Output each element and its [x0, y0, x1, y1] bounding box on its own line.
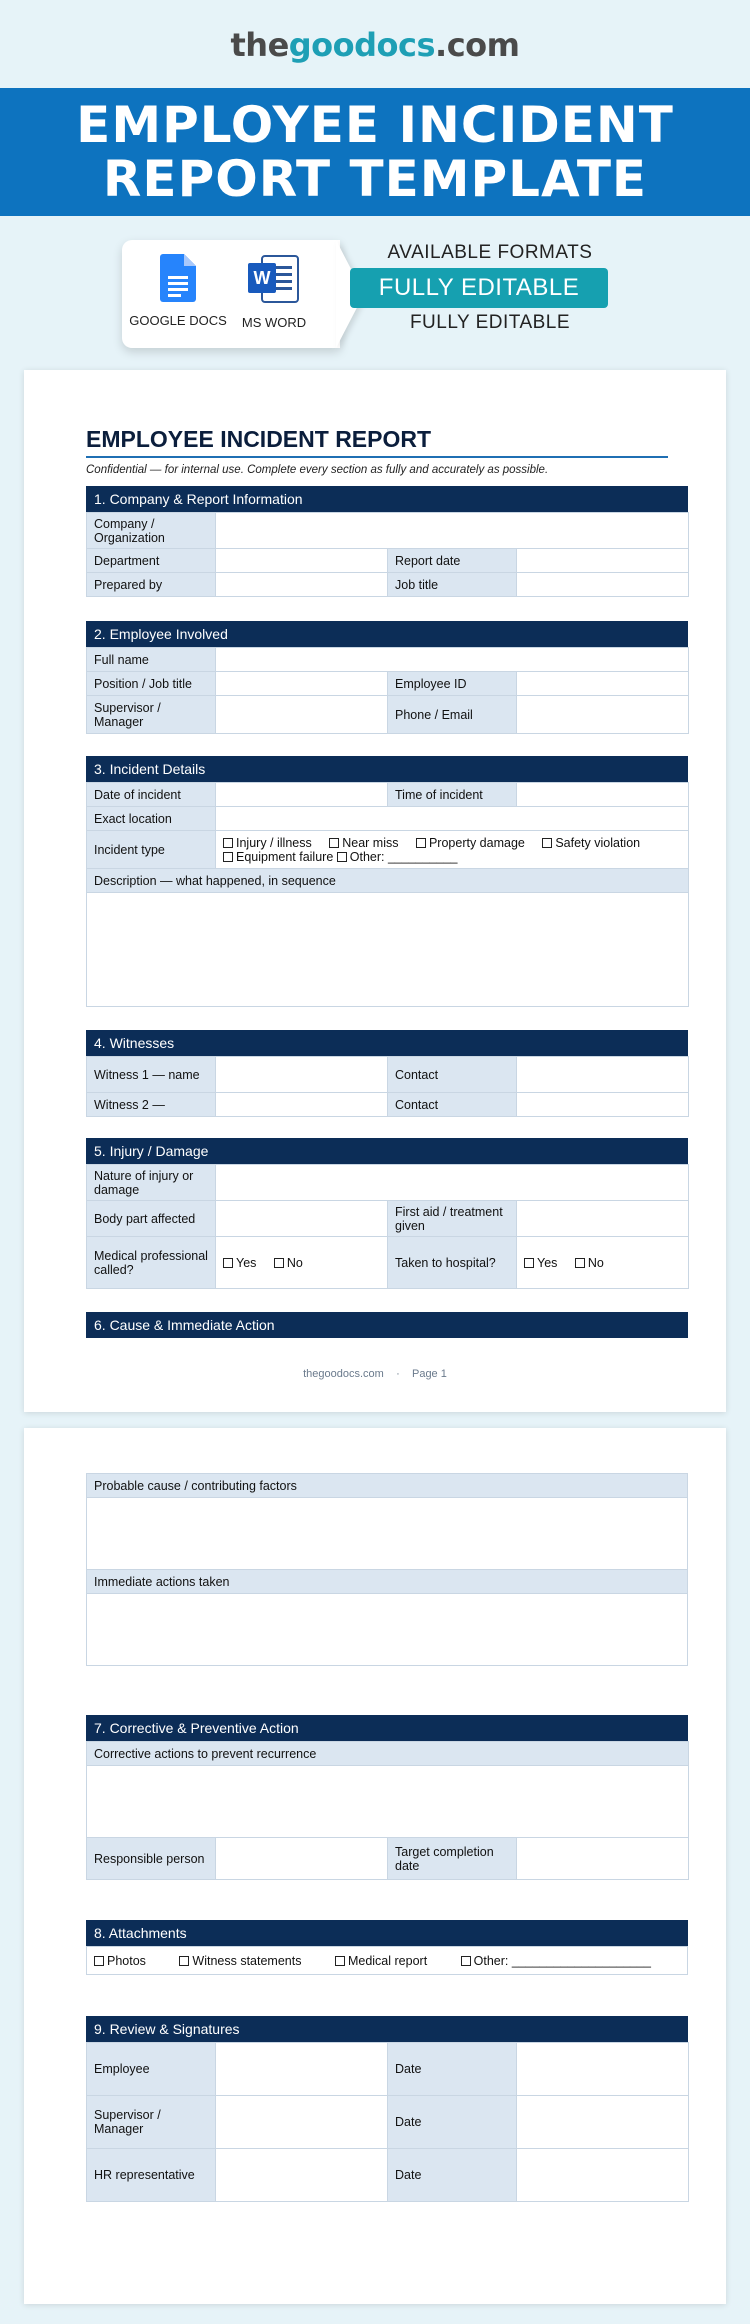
option-equipment-failure[interactable] [223, 850, 333, 864]
title-banner [0, 88, 750, 216]
attach-witness-statements[interactable] [179, 1954, 301, 1968]
company-label: Company / Organization [87, 513, 216, 549]
location-field[interactable] [216, 807, 689, 831]
injury-damage-table [86, 1164, 689, 1289]
first-aid-label: First aid / treatment given [388, 1201, 517, 1237]
page-footer [24, 1368, 726, 1380]
option-label: Near miss [342, 835, 399, 850]
signatures-table [86, 2042, 689, 2202]
banner-line-2: REPORT TEMPLATE [102, 150, 648, 208]
section-heading: 4. Witnesses [86, 1030, 688, 1056]
option-label: Medical report [347, 1953, 428, 1968]
witness-1-field[interactable] [216, 1057, 388, 1093]
incident-details-table [86, 782, 689, 1007]
attachment-options [87, 1947, 688, 1975]
full-name-field[interactable] [216, 648, 689, 672]
section-attachments [86, 1920, 688, 1975]
employee-date-field[interactable] [517, 2043, 689, 2096]
section-heading: 9. Review & Signatures [86, 2016, 688, 2042]
section-heading: 5. Injury / Damage [86, 1138, 688, 1164]
checkbox[interactable] [179, 1956, 189, 1966]
witness-1-contact-field[interactable] [517, 1057, 689, 1093]
option-near-miss[interactable] [329, 836, 398, 850]
checkbox[interactable] [223, 852, 233, 862]
section-review-signatures [86, 2016, 688, 2202]
body-part-label: Body part affected [87, 1201, 216, 1237]
supervisor-label: Supervisor / Manager [87, 696, 216, 734]
cause-action-table [86, 1473, 688, 1666]
footer-site: thegoodocs.com [303, 1368, 384, 1380]
attach-other[interactable] [461, 1954, 651, 1968]
checkbox[interactable] [461, 1956, 471, 1966]
incident-date-label: Date of incident [87, 783, 216, 807]
brand-logo [0, 26, 750, 64]
section-heading: 6. Cause & Immediate Action [86, 1312, 688, 1338]
google-docs-icon [160, 254, 196, 302]
body-part-field[interactable] [216, 1201, 388, 1237]
description-field[interactable] [87, 893, 689, 1007]
hospital-label: Taken to hospital? [388, 1237, 517, 1289]
section-cause-action-continued [86, 1473, 688, 1666]
option-label: Other: ____________________ [473, 1953, 651, 1968]
available-formats-label: AVAILABLE FORMATS [387, 242, 593, 263]
option-safety-violation[interactable] [542, 836, 640, 850]
location-label: Exact location [87, 807, 216, 831]
employee-id-field[interactable] [517, 672, 689, 696]
corrective-field[interactable] [87, 1766, 689, 1838]
supervisor-signature-field[interactable] [216, 2096, 388, 2149]
medical-label: Medical professional called? [87, 1237, 216, 1289]
employee-id-label: Employee ID [388, 672, 517, 696]
banner-line-1: EMPLOYEE INCIDENT [76, 96, 674, 154]
witness-2-contact-label: Contact [388, 1093, 517, 1117]
target-date-field[interactable] [517, 1838, 689, 1880]
brand-part-goodocs: goodocs [288, 26, 436, 64]
option-label: Witness statements [192, 1953, 302, 1968]
hospital-yes[interactable] [524, 1256, 557, 1270]
responsible-person-label: Responsible person [87, 1838, 216, 1880]
section-company-info [86, 486, 688, 597]
option-label: Equipment failure [236, 849, 334, 864]
probable-cause-label: Probable cause / contributing factors [87, 1474, 688, 1498]
department-field[interactable] [216, 549, 388, 573]
medical-yes[interactable] [223, 1256, 256, 1270]
company-info-table [86, 512, 689, 597]
attach-photos[interactable] [94, 1954, 146, 1968]
medical-no[interactable] [274, 1256, 303, 1270]
hr-signature-label: HR representative [87, 2149, 216, 2202]
section-heading: 1. Company & Report Information [86, 486, 688, 512]
checkbox[interactable] [337, 852, 347, 862]
checkbox[interactable] [416, 838, 426, 848]
checkbox[interactable] [223, 838, 233, 848]
nature-field[interactable] [216, 1165, 689, 1201]
phone-email-label: Phone / Email [388, 696, 517, 734]
checkbox[interactable] [329, 838, 339, 848]
option-other[interactable] [337, 850, 458, 864]
incident-time-field[interactable] [517, 783, 689, 807]
option-label: Other: __________ [349, 849, 458, 864]
section-corrective-action [86, 1715, 688, 1880]
incident-type-options [216, 831, 689, 869]
department-label: Department [87, 549, 216, 573]
employee-signature-label: Employee [87, 2043, 216, 2096]
report-date-field[interactable] [517, 549, 689, 573]
hospital-no[interactable] [575, 1256, 604, 1270]
option-label: Photos [107, 1953, 146, 1968]
checkbox[interactable] [94, 1956, 104, 1966]
section-employee [86, 621, 688, 734]
option-label: No [587, 1255, 604, 1270]
option-label: Safety violation [555, 835, 641, 850]
incident-date-field[interactable] [216, 783, 388, 807]
option-label: Yes [236, 1255, 257, 1270]
google-docs-label: GOOGLE DOCS [129, 313, 227, 328]
employee-signature-field[interactable] [216, 2043, 388, 2096]
checkbox[interactable] [575, 1258, 585, 1268]
immediate-actions-field[interactable] [87, 1594, 688, 1666]
title-underline [86, 456, 668, 458]
checkbox[interactable] [524, 1258, 534, 1268]
company-field[interactable] [216, 513, 689, 549]
checkbox[interactable] [542, 838, 552, 848]
immediate-actions-label: Immediate actions taken [87, 1570, 688, 1594]
footer-page-number: Page 1 [411, 1368, 447, 1380]
witnesses-table [86, 1056, 689, 1117]
description-label: Description — what happened, in sequence [87, 869, 689, 893]
supervisor-signature-label: Supervisor / Manager [87, 2096, 216, 2149]
ms-word-format[interactable] [224, 254, 324, 330]
ms-word-icon [248, 254, 300, 304]
witness-2-contact-field[interactable] [517, 1093, 689, 1117]
document-page-2 [24, 1428, 726, 2304]
witness-2-field[interactable] [216, 1093, 388, 1117]
corrective-label: Corrective actions to prevent recurrence [87, 1742, 689, 1766]
footer-separator: · [396, 1368, 400, 1380]
report-date-label: Report date [388, 549, 517, 573]
fully-editable-label: FULLY EDITABLE [409, 312, 571, 333]
option-label: Yes [537, 1255, 558, 1270]
option-label: Property damage [428, 835, 525, 850]
attachments-table [86, 1946, 688, 1975]
section-heading: 3. Incident Details [86, 756, 688, 782]
attach-medical-report[interactable] [335, 1954, 427, 1968]
job-title-field[interactable] [517, 573, 689, 597]
responsible-person-field[interactable] [216, 1838, 388, 1880]
probable-cause-field[interactable] [87, 1498, 688, 1570]
prepared-by-label: Prepared by [87, 573, 216, 597]
employee-table [86, 647, 689, 734]
incident-time-label: Time of incident [388, 783, 517, 807]
ms-word-label: MS WORD [241, 315, 307, 330]
checkbox[interactable] [223, 1258, 233, 1268]
incident-type-label: Incident type [87, 831, 216, 869]
hospital-options [517, 1237, 689, 1289]
supervisor-date-field[interactable] [517, 2096, 689, 2149]
brand-part-com: .com [435, 26, 520, 64]
target-date-label: Target completion date [388, 1838, 517, 1880]
document-page-1 [24, 370, 726, 1412]
option-injury[interactable] [223, 836, 312, 850]
witness-1-label: Witness 1 — name [87, 1057, 216, 1093]
employee-date-label: Date [388, 2043, 517, 2096]
section-witnesses [86, 1030, 688, 1117]
job-title-label: Job title [388, 573, 517, 597]
section-injury-damage [86, 1138, 688, 1289]
brand-part-the: the [230, 26, 289, 64]
corrective-action-table [86, 1741, 689, 1880]
position-field[interactable] [216, 672, 388, 696]
medical-options [216, 1237, 388, 1289]
section-incident-details [86, 756, 688, 1007]
witness-1-contact-label: Contact [388, 1057, 517, 1093]
supervisor-field[interactable] [216, 696, 388, 734]
section-cause-action [86, 1312, 688, 1338]
section-heading: 2. Employee Involved [86, 621, 688, 647]
option-label: Injury / illness [236, 835, 312, 850]
formats-card [122, 240, 340, 348]
hr-date-label: Date [388, 2149, 517, 2202]
option-label: No [286, 1255, 303, 1270]
google-docs-format[interactable] [128, 254, 228, 328]
svg-text:W: W [253, 268, 271, 288]
document-subtitle: Confidential — for internal use. Complete every section as fully and accurately as possible. [86, 464, 549, 476]
full-name-label: Full name [87, 648, 216, 672]
hr-date-field[interactable] [517, 2149, 689, 2202]
section-heading: 8. Attachments [86, 1920, 688, 1946]
prepared-by-field[interactable] [216, 573, 388, 597]
witness-2-label: Witness 2 — [87, 1093, 216, 1117]
first-aid-field[interactable] [517, 1201, 689, 1237]
nature-label: Nature of injury or damage [87, 1165, 216, 1201]
document-title: EMPLOYEE INCIDENT REPORT [86, 426, 432, 452]
fully-editable-pill: FULLY EDITABLE [350, 268, 608, 308]
supervisor-date-label: Date [388, 2096, 517, 2149]
phone-email-field[interactable] [517, 696, 689, 734]
checkbox[interactable] [335, 1956, 345, 1966]
section-heading: 7. Corrective & Preventive Action [86, 1715, 688, 1741]
position-label: Position / Job title [87, 672, 216, 696]
hr-signature-field[interactable] [216, 2149, 388, 2202]
option-property-damage[interactable] [416, 836, 525, 850]
checkbox[interactable] [274, 1258, 284, 1268]
